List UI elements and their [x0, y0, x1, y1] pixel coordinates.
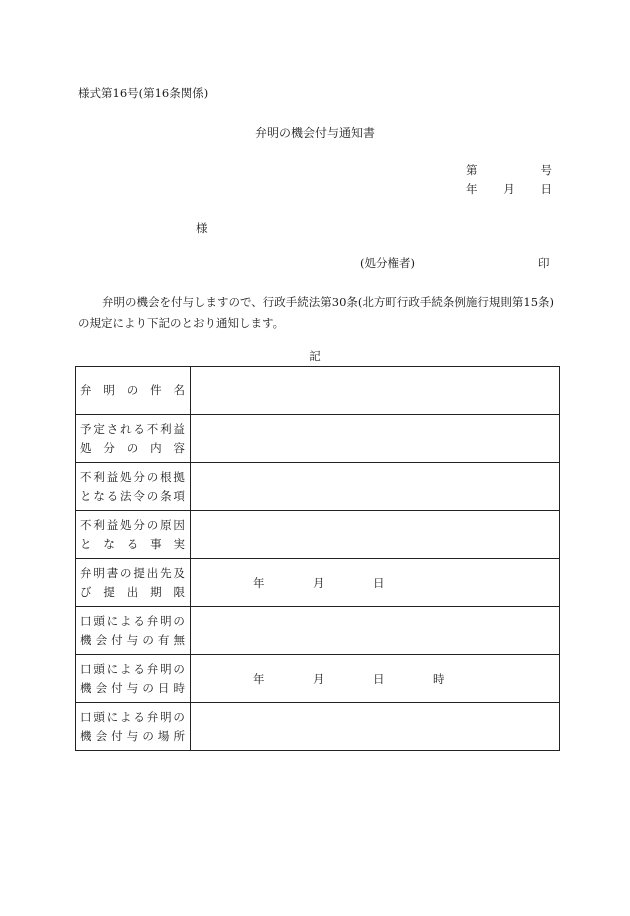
label-char: び: [80, 584, 92, 599]
label-char: の: [146, 517, 159, 532]
row-value-field[interactable]: [191, 559, 560, 607]
label-char: 利: [93, 517, 105, 532]
ki-heading: 記: [309, 349, 321, 363]
issuer-label: (処分権者): [360, 256, 415, 270]
label-line: [80, 679, 185, 698]
label-char: 期: [150, 584, 162, 599]
row-value-field[interactable]: [191, 703, 560, 751]
label-char: る: [126, 536, 139, 551]
value-unit: 日: [373, 575, 385, 590]
label-char: 原: [160, 517, 172, 532]
label-char: 処: [80, 440, 92, 455]
table-row: [76, 463, 560, 511]
label-char: な: [93, 488, 105, 503]
table-row: [76, 511, 560, 559]
addressee-suffix: 様: [196, 221, 208, 235]
label-char: な: [103, 536, 115, 551]
table-row: [76, 559, 560, 607]
label-char: 弁: [80, 383, 92, 397]
label-char: 拠: [173, 469, 185, 484]
label-char: 項: [173, 488, 185, 503]
value-unit: 月: [313, 671, 325, 686]
label-line: [80, 612, 185, 631]
label-char: 因: [173, 517, 185, 532]
label-char: と: [80, 536, 92, 551]
label-char: の: [173, 661, 185, 676]
label-char: 付: [111, 728, 123, 743]
label-char: 無: [173, 632, 185, 647]
label-line: [80, 487, 185, 506]
label-char: 利: [93, 469, 105, 484]
label-char: 根: [160, 469, 172, 484]
label-char: 会: [95, 728, 108, 743]
label-char: 提: [133, 565, 145, 580]
table-row: [76, 415, 560, 463]
label-char: の: [173, 709, 185, 724]
label-char: よ: [120, 661, 132, 676]
issue-date: [466, 181, 552, 197]
label-char: に: [106, 661, 119, 676]
label-char: る: [133, 661, 145, 676]
form-number: 様式第16号(第16条関係): [78, 86, 209, 100]
label-char: 機: [80, 632, 92, 647]
label-char: 処: [120, 517, 132, 532]
value-unit: 月: [313, 575, 325, 590]
value-unit: 日: [373, 671, 385, 686]
label-char: る: [133, 613, 145, 628]
label-char: れ: [120, 421, 132, 436]
label-line: [80, 660, 185, 679]
label-line: [80, 381, 185, 400]
label-char: 分: [103, 440, 115, 455]
label-char: 場: [157, 728, 170, 743]
label-char: 弁: [146, 661, 159, 676]
date-month: 月: [503, 182, 515, 196]
row-label: [76, 703, 191, 751]
label-char: に: [106, 613, 119, 628]
label-line: [80, 535, 185, 554]
label-char: 明: [93, 565, 105, 580]
label-char: 有: [157, 632, 170, 647]
row-label: [76, 367, 191, 415]
label-char: 不: [80, 469, 92, 484]
value-unit: 年: [253, 575, 265, 590]
date-day: 日: [540, 182, 552, 196]
notice-body: 弁明の機会を付与しますので、行政手続法第30条(北方町行政手続条例施行規則第15条)の規定により下記のとおり通知します。: [78, 295, 555, 330]
label-char: の: [146, 469, 159, 484]
label-char: 与: [126, 728, 139, 743]
label-char: 与: [126, 680, 139, 695]
label-char: 名: [173, 383, 185, 397]
label-char: 弁: [146, 709, 159, 724]
row-label: [76, 607, 191, 655]
label-char: さ: [106, 421, 119, 436]
table-row: [76, 655, 560, 703]
label-char: 分: [133, 469, 145, 484]
document-title: 弁明の機会付与通知書: [254, 126, 375, 140]
label-char: の: [173, 613, 185, 628]
label-line: [80, 583, 185, 602]
label-char: 分: [133, 517, 145, 532]
label-line: [80, 564, 185, 583]
label-char: 定: [93, 421, 105, 436]
label-char: 頭: [93, 613, 105, 628]
label-char: よ: [120, 709, 132, 724]
label-char: の: [142, 632, 154, 647]
label-char: 会: [95, 632, 108, 647]
label-char: 益: [173, 421, 185, 436]
label-char: る: [106, 488, 119, 503]
label-char: 提: [103, 584, 115, 599]
row-value-field[interactable]: [191, 511, 560, 559]
label-char: 事: [150, 536, 162, 551]
label-char: の: [126, 383, 139, 397]
label-char: 頭: [93, 661, 105, 676]
label-char: よ: [120, 613, 132, 628]
number-suffix: 号: [540, 163, 552, 177]
document-number: [466, 162, 552, 178]
label-char: 明: [160, 661, 172, 676]
row-value-field[interactable]: [191, 415, 560, 463]
label-char: 処: [120, 469, 132, 484]
label-line: [80, 631, 185, 650]
row-label: [76, 415, 191, 463]
number-prefix: 第: [466, 163, 478, 177]
label-char: の: [142, 728, 154, 743]
table-row: [76, 367, 560, 415]
label-char: 明: [103, 383, 115, 397]
label-char: 機: [80, 680, 92, 695]
row-value-field[interactable]: [191, 607, 560, 655]
label-char: 弁: [80, 565, 92, 580]
label-char: の: [142, 680, 154, 695]
row-label: [76, 559, 191, 607]
label-char: 出: [126, 584, 139, 599]
row-label: [76, 463, 191, 511]
label-line: [80, 420, 185, 439]
table-row: [76, 607, 560, 655]
notice-table: [75, 366, 560, 751]
value-unit: 時: [433, 671, 445, 686]
label-char: 不: [80, 517, 92, 532]
label-char: 付: [111, 632, 123, 647]
label-char: 機: [80, 728, 92, 743]
label-char: 日: [157, 680, 170, 695]
label-char: 口: [80, 709, 92, 724]
label-char: の: [120, 565, 132, 580]
label-char: 明: [160, 613, 172, 628]
label-line: [80, 708, 185, 727]
label-char: 不: [146, 421, 159, 436]
label-char: 予: [80, 421, 92, 436]
label-char: 先: [160, 565, 172, 580]
label-char: 口: [80, 661, 92, 676]
label-line: [80, 439, 185, 458]
label-char: 口: [80, 613, 92, 628]
label-char: 法: [120, 488, 132, 503]
label-char: 令: [133, 488, 145, 503]
label-char: 件: [150, 383, 162, 397]
label-line: [80, 468, 185, 487]
label-char: 所: [173, 728, 185, 743]
label-char: 益: [106, 469, 119, 484]
table-row: [76, 703, 560, 751]
row-value-field[interactable]: [191, 463, 560, 511]
label-char: に: [106, 709, 119, 724]
value-unit: 年: [253, 671, 265, 686]
label-line: [80, 727, 185, 746]
row-value-field[interactable]: [191, 367, 560, 415]
label-line: [80, 516, 185, 535]
label-char: 容: [173, 440, 185, 455]
label-char: 出: [146, 565, 159, 580]
label-char: の: [146, 488, 159, 503]
label-char: 書: [106, 565, 119, 580]
label-char: 弁: [146, 613, 159, 628]
label-char: と: [80, 488, 92, 503]
label-char: る: [133, 421, 145, 436]
label-char: 与: [126, 632, 139, 647]
label-char: 付: [111, 680, 123, 695]
label-char: 限: [173, 584, 185, 599]
seal-mark: 印: [538, 256, 550, 270]
label-char: 明: [160, 709, 172, 724]
label-char: 内: [150, 440, 162, 455]
label-char: 会: [95, 680, 108, 695]
label-char: の: [126, 440, 139, 455]
row-label: [76, 655, 191, 703]
row-value-field[interactable]: [191, 655, 560, 703]
label-char: 益: [106, 517, 119, 532]
label-char: 実: [173, 536, 185, 551]
label-char: 頭: [93, 709, 105, 724]
label-char: 条: [160, 488, 172, 503]
label-char: 利: [160, 421, 172, 436]
label-char: 及: [173, 565, 185, 580]
label-char: る: [133, 709, 145, 724]
row-label: [76, 511, 191, 559]
date-year: 年: [466, 182, 478, 196]
label-char: 時: [173, 680, 185, 695]
